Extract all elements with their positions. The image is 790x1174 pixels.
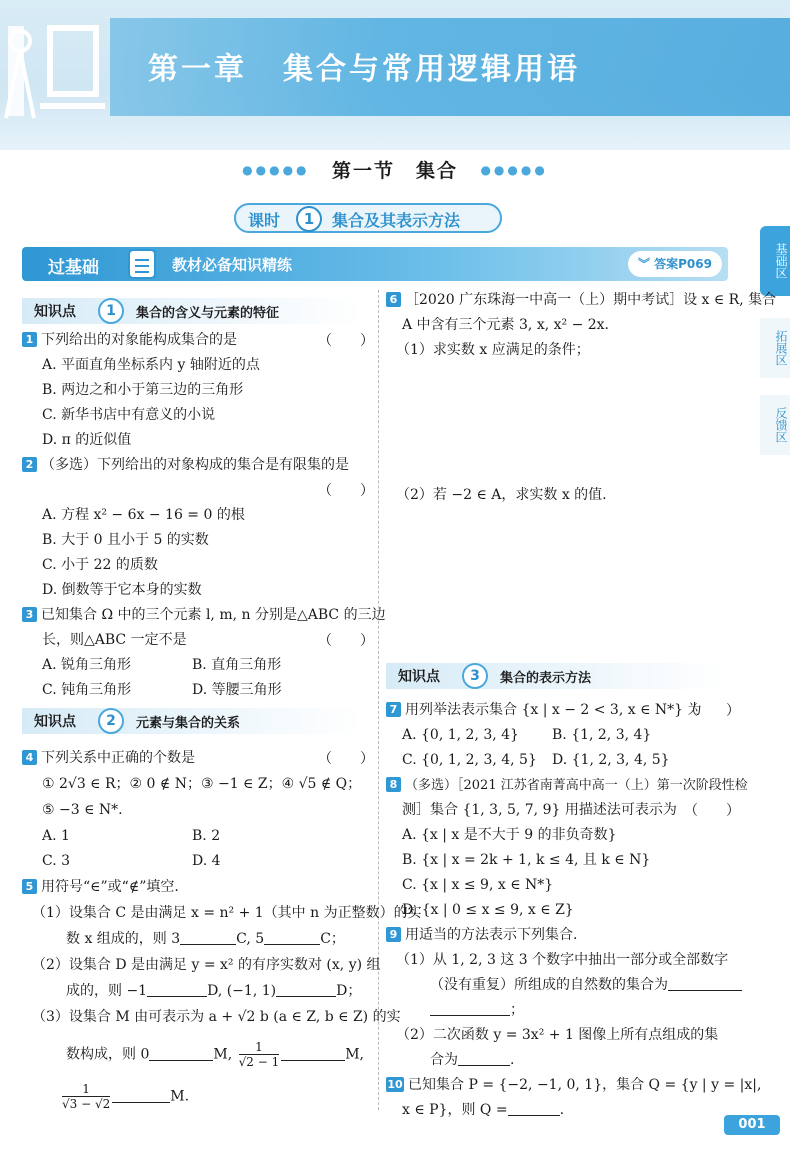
answer-blank[interactable] [281, 1047, 345, 1061]
question-text: （多选）下列给出的对象构成的集合是有限集的是 [41, 457, 349, 473]
question-text: 用适当的方法表示下列集合. [405, 927, 578, 943]
kp-title: 元素与集合的关系 [136, 716, 241, 731]
question-number: 6 [386, 292, 401, 307]
question-8-stem [386, 775, 748, 796]
option: C. {0, 1, 2, 3, 4, 5} [402, 752, 537, 768]
question-text: 下列关系中正确的个数是 [41, 750, 195, 766]
question-number: 5 [22, 879, 37, 894]
answer-blank[interactable] [180, 931, 236, 945]
question-text: 下列给出的对象能构成集合的是 [41, 332, 237, 348]
answer-blank[interactable] [668, 977, 742, 991]
option: B. 2 [192, 828, 221, 844]
option: B. {x | x = 2k + 1, k ≤ 4, 且 k ∈ N} [402, 852, 651, 868]
answer-blank[interactable] [149, 1047, 213, 1061]
question-2-stem [22, 455, 349, 475]
answer-paren: （ ） [684, 703, 740, 719]
side-tab-extend[interactable]: 拓展区 [760, 318, 790, 378]
fraction-numerator: 1 [62, 1082, 110, 1097]
answer-blank[interactable] [276, 983, 336, 997]
option: C. 3 [42, 853, 71, 869]
question-5-part-3: （3）设集合 M 由可表示为 a + √2 b (a ∈ Z, b ∈ Z) 的实 [32, 1009, 401, 1025]
section-dots-left: ●●●●● [242, 162, 310, 177]
answer-blank[interactable] [430, 1002, 510, 1016]
text: C； [320, 931, 345, 947]
question-3-stem [22, 605, 386, 625]
answer-blank[interactable] [112, 1089, 170, 1103]
option: D. {1, 2, 3, 4, 5} [552, 752, 670, 768]
chapter-label: 第一章 [148, 52, 247, 87]
fraction [62, 1082, 110, 1111]
question-text: 已知集合 P = {−2, −1, 0, 1}，集合 Q = {y | y = |x|, [408, 1077, 762, 1093]
kp-number: 1 [98, 298, 124, 324]
kp-title: 集合的含义与元素的特征 [136, 306, 280, 321]
option: C. 钝角三角形 [42, 682, 132, 698]
question-9-part-1-c [430, 1000, 524, 1020]
knowledge-point-1 [22, 298, 362, 324]
question-3-stem-2: 长，则△ABC 一定不是 [42, 632, 187, 648]
option: D. {x | 0 ≤ x ≤ 9, x ∈ Z} [402, 902, 574, 918]
text: D, (−1, 1) [207, 983, 277, 999]
question-number: 2 [22, 457, 37, 472]
side-tab-basic[interactable]: 基础区 [760, 226, 790, 296]
question-5-stem [22, 877, 179, 897]
fraction-denominator: √2 − 1 [238, 1055, 280, 1069]
knowledge-point-3 [386, 663, 726, 689]
answer-link[interactable] [628, 251, 722, 277]
page-number: 001 [724, 1115, 780, 1135]
column-divider [378, 290, 379, 1110]
text: 成的，则 −1 [66, 983, 148, 999]
question-1-stem [22, 330, 237, 350]
section-title-text: 第一节 集合 [331, 160, 458, 182]
question-number: 1 [22, 332, 37, 347]
kp-title: 集合的表示方法 [500, 671, 592, 686]
base-title: 过基础 [48, 258, 99, 278]
option: C. 新华书店中有意义的小说 [42, 407, 216, 423]
question-text: 用符号“∈”或“∉”填空. [41, 879, 179, 895]
kp-label: 知识点 [34, 304, 76, 320]
base-subtitle: 教材必备知识精练 [172, 256, 293, 274]
question-5-part-2: （2）设集合 D 是由满足 y = x² 的有序实数对 (x, y) 组 [32, 957, 381, 973]
text: 数构成，则 0 [66, 1046, 150, 1063]
question-5-part-1-blanks [66, 929, 345, 949]
text: M, [213, 1046, 233, 1063]
kp-label: 知识点 [34, 714, 76, 730]
question-5-part-1: （1）设集合 C 是由满足 x = n² + 1（其中 n 为正整数）的实 [32, 905, 422, 921]
answer-paren: （ ） [318, 483, 374, 499]
option: C. 小于 22 的质数 [42, 557, 158, 573]
chapter-title [148, 44, 580, 88]
question-7-stem [386, 700, 702, 720]
question-9-part-1: （1）从 1, 2, 3 这 3 个数字中抽出一部分或全部数字 [396, 952, 729, 968]
question-6-part-1: （1）求实数 x 应满足的条件； [396, 342, 590, 358]
option: A. 方程 x² − 6x − 16 = 0 的根 [42, 507, 245, 523]
chapter-banner [0, 0, 790, 150]
option: D. 等腰三角形 [192, 682, 282, 698]
question-6-part-2: （2）若 −2 ∈ A，求实数 x 的值. [396, 487, 607, 503]
option: B. 大于 0 且小于 5 的实数 [42, 532, 209, 548]
question-5-part-3-blanks [66, 1040, 364, 1069]
text: M. [170, 1088, 190, 1105]
question-number: 9 [386, 927, 401, 942]
lesson-number: 1 [296, 206, 322, 232]
fraction-numerator: 1 [239, 1040, 280, 1055]
question-text: （多选）［2021 江苏省南菁高中高一（上）第一次阶段性检 [405, 778, 748, 793]
question-9-part-2-b [430, 1050, 514, 1070]
question-5-part-3-blanks-2 [60, 1082, 189, 1111]
question-4-items: ① 2√3 ∈ R；② 0 ∉ N；③ −1 ∈ Z；④ √5 ∉ Q； [42, 776, 362, 792]
question-8-stem-2: 测］集合 {1, 3, 5, 7, 9} 用描述法可表示为 [402, 802, 677, 818]
ruler-compass-icon [0, 6, 115, 126]
text: ； [510, 1002, 524, 1018]
option: D. 4 [192, 853, 221, 869]
text: 合为 [430, 1052, 458, 1068]
section-title [0, 156, 790, 183]
question-number: 3 [22, 607, 37, 622]
lesson-prefix: 课时 [248, 211, 281, 230]
text: . [559, 1102, 565, 1118]
option: A. {x | x 是不大于 9 的非负奇数} [402, 827, 617, 843]
text: 数 x 组成的，则 3 [66, 931, 181, 947]
question-9-part-2: （2）二次函数 y = 3x² + 1 图像上所有点组成的集 [396, 1027, 719, 1043]
fraction-denominator: √3 − √2 [62, 1097, 111, 1111]
question-6-stem-2: A 中含有三个元素 3, x, x² − 2x. [402, 317, 610, 333]
question-4-items-2: ⑤ −3 ∈ N*. [42, 802, 123, 818]
question-number: 7 [386, 702, 401, 717]
text: . [510, 1052, 515, 1068]
question-4-stem [22, 748, 195, 768]
question-number: 4 [22, 750, 37, 765]
option: C. {x | x ≤ 9, x ∈ N*} [402, 877, 554, 893]
chapter-name: 集合与常用逻辑用语 [283, 52, 580, 87]
text: （没有重复）所组成的自然数的集合为 [430, 977, 668, 993]
kp-label: 知识点 [398, 669, 440, 685]
chevron-down-double-icon: ︾ [638, 257, 651, 271]
option: A. {0, 1, 2, 3, 4} [402, 727, 519, 743]
option: B. {1, 2, 3, 4} [552, 727, 652, 743]
option: D. π 的近似值 [42, 432, 132, 448]
option: A. 平面直角坐标系内 y 轴附近的点 [42, 357, 260, 373]
option: D. 倒数等于它本身的实数 [42, 582, 202, 598]
question-10-stem-2 [402, 1100, 564, 1120]
section-dots-right: ●●●●● [480, 162, 548, 177]
text: M, [345, 1046, 365, 1063]
answer-paren: （ ） [318, 751, 374, 767]
answer-paren: （ ） [318, 333, 374, 349]
question-5-part-2-blanks [66, 981, 361, 1001]
text: x ∈ P}，则 Q = [402, 1102, 508, 1118]
question-text: 已知集合 Ω 中的三个元素 l, m, n 分别是△ABC 的三边 [41, 607, 386, 623]
question-10-stem [386, 1075, 761, 1095]
answer-blank[interactable] [264, 931, 320, 945]
question-text: 用列举法表示集合 {x | x − 2 < 3, x ∈ N*} 为 [405, 702, 702, 718]
side-tab-feedback[interactable]: 反馈区 [760, 395, 790, 455]
answer-paren: （ ） [684, 803, 740, 819]
question-9-stem [386, 925, 577, 945]
lesson-name: 集合及其表示方法 [332, 211, 461, 230]
option: A. 1 [42, 828, 70, 844]
answer-text: 答案P069 [654, 257, 712, 271]
question-number: 10 [387, 1078, 403, 1091]
base-section-bar [22, 247, 728, 281]
answer-blank[interactable] [508, 1102, 560, 1116]
option: A. 锐角三角形 [42, 657, 132, 673]
clipboard-icon [128, 249, 156, 279]
question-text: ［2020 广东珠海一中高一（上）期中考试］设 x ∈ R, 集合 [405, 292, 777, 308]
question-number: 8 [386, 777, 401, 792]
answer-blank[interactable] [458, 1052, 510, 1066]
option: B. 直角三角形 [192, 657, 282, 673]
question-9-part-1-b [430, 975, 742, 995]
knowledge-point-2 [22, 708, 362, 734]
text: D； [336, 983, 362, 999]
lesson-title [234, 203, 502, 233]
text: C, 5 [236, 931, 265, 947]
kp-number: 3 [462, 663, 488, 689]
answer-blank[interactable] [147, 983, 207, 997]
question-6-stem [386, 290, 776, 310]
answer-paren: （ ） [318, 633, 374, 649]
kp-number: 2 [98, 708, 124, 734]
option: B. 两边之和小于第三边的三角形 [42, 382, 244, 398]
fraction [239, 1040, 280, 1069]
